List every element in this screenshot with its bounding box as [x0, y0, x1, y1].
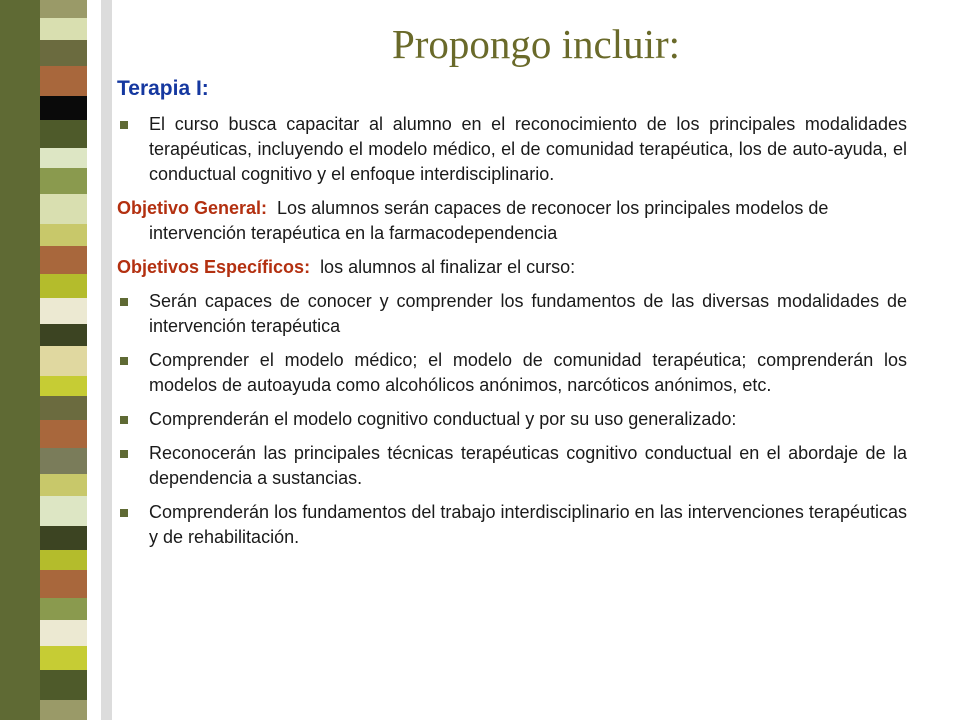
- strip-block: [40, 168, 87, 194]
- square-bullet-icon: [120, 298, 128, 306]
- course-description-text: El curso busca capacitar al alumno en el reconocimiento de los principales modalidades terapéuticas, incluyendo el modelo médico, el de comunidad terapéutica, los de auto-ayuda, el conductual cognitivo y el enfoque interdisciplinario.: [149, 114, 907, 184]
- objective-item: [117, 500, 907, 550]
- objective-item-text: Comprender el modelo médico; el modelo de comunidad terapéutica; comprenderán los modelos de autoayuda como alcohólicos anónimos, narcóticos anónimos, etc.: [149, 350, 907, 395]
- objective-item: [117, 348, 907, 398]
- slide-content: [117, 76, 907, 559]
- strip-block: [40, 526, 87, 550]
- general-objective-text: Los alumnos serán capaces de reconocer los principales modelos de intervención terapéutica en la farmacodependencia: [149, 198, 829, 243]
- strip-column-outer: [0, 0, 40, 720]
- strip-block: [40, 194, 87, 224]
- course-subheading: Terapia I:: [117, 77, 209, 100]
- objective-item: [117, 407, 907, 432]
- objective-item-text: Serán capaces de conocer y comprender los fundamentos de las diversas modalidades de intervención terapéutica: [149, 291, 907, 336]
- strip-block: [40, 376, 87, 396]
- square-bullet-icon: [120, 509, 128, 517]
- course-description: [117, 112, 907, 187]
- objective-item-text: Reconocerán las principales técnicas terapéuticas cognitivo conductual en el abordaje de la dependencia a sustancias.: [149, 443, 907, 488]
- strip-column-gap: [87, 0, 101, 720]
- strip-block: [40, 700, 87, 720]
- strip-block: [40, 646, 87, 670]
- square-bullet-icon: [120, 416, 128, 424]
- strip-block: [40, 346, 87, 376]
- strip-block: [40, 18, 87, 40]
- decorative-side-strip: [0, 0, 112, 720]
- specific-objectives-text: los alumnos al finalizar el curso:: [320, 257, 576, 277]
- square-bullet-icon: [120, 357, 128, 365]
- strip-block: [40, 448, 87, 474]
- strip-block: [40, 148, 87, 168]
- strip-block: [40, 598, 87, 620]
- strip-block: [40, 496, 87, 526]
- strip-block: [40, 670, 87, 700]
- strip-block: [40, 40, 87, 66]
- strip-block: [40, 298, 87, 324]
- strip-block: [40, 120, 87, 148]
- strip-block: [40, 550, 87, 570]
- strip-column-checker: [40, 0, 87, 720]
- objective-item-text: Comprenderán los fundamentos del trabajo interdisciplinario en las intervenciones terapéuticas y de rehabilitación.: [149, 502, 907, 547]
- square-bullet-icon: [120, 121, 128, 129]
- specific-objectives-intro: [117, 255, 907, 280]
- strip-block: [40, 274, 87, 298]
- strip-block: [40, 420, 87, 448]
- strip-block: [40, 0, 87, 18]
- strip-block: [40, 620, 87, 646]
- specific-objectives-label: Objetivos Específicos:: [117, 257, 311, 277]
- strip-block: [40, 396, 87, 420]
- objective-item: [117, 289, 907, 339]
- square-bullet-icon: [120, 450, 128, 458]
- strip-block: [40, 570, 87, 598]
- objective-item-text: Comprenderán el modelo cognitivo conductual y por su uso generalizado:: [149, 409, 737, 429]
- strip-block: [40, 66, 87, 96]
- general-objective: [117, 196, 907, 246]
- strip-block: [40, 96, 87, 120]
- strip-column-inner: [101, 0, 112, 720]
- strip-block: [40, 474, 87, 496]
- objective-item: [117, 441, 907, 491]
- strip-block: [40, 224, 87, 246]
- slide-title: Propongo incluir:: [391, 21, 681, 67]
- strip-block: [40, 246, 87, 274]
- strip-block: [40, 324, 87, 346]
- general-objective-label: Objetivo General:: [117, 198, 268, 218]
